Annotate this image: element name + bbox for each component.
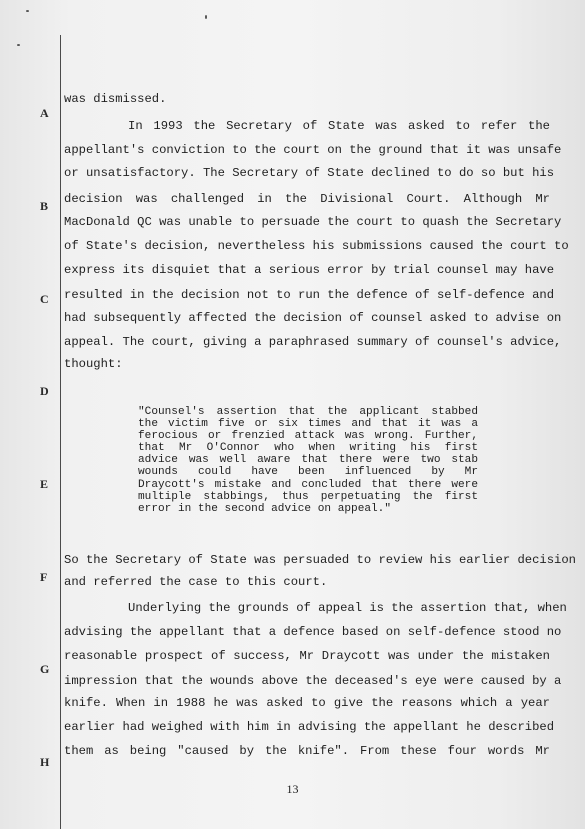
body-line: thought: (64, 357, 123, 371)
body-line: of State's decision, nevertheless his submissions caused the court to (64, 239, 569, 253)
body-line: resulted in the decision not to run the defence of self-defence and (64, 288, 555, 302)
quote-line: Draycott's mistake and concluded that there were (138, 479, 478, 491)
body-line: or unsatisfactory. The Secretary of State declined to do so but his (64, 166, 555, 180)
body-line: appeal. The court, giving a paraphrased summary of counsel's advice, (64, 335, 562, 349)
margin-letter-h: H (40, 755, 50, 769)
quote-line: the victim five or six times and that it was a (138, 418, 478, 430)
body-line: knife. When in 1988 he was asked to give the reasons which a year (64, 696, 550, 710)
body-line: MacDonald QC was unable to persuade the court to quash the Secretary (64, 215, 562, 229)
body-line: earlier had weighed with him in advising the appellant he described (64, 720, 555, 734)
margin-letter-d: D (40, 384, 49, 398)
body-line: In 1993 the Secretary of State was asked to refer the (128, 119, 550, 133)
margin-rule (60, 35, 61, 829)
quote-line: error in the second advice on appeal." (138, 503, 391, 515)
margin-letter-c: C (40, 292, 49, 306)
margin-letter-b: B (40, 199, 49, 213)
body-line: appellant's conviction to the court on the ground that it was unsafe (64, 143, 562, 157)
margin-letter-a: A (40, 106, 49, 120)
quote-line: wounds could have been influenced by Mr (138, 466, 478, 478)
body-line: them as being "caused by the knife". From these four words Mr (64, 744, 550, 758)
scan-speck (26, 10, 29, 12)
body-line: decision was challenged in the Divisional Court. Although Mr (64, 192, 550, 206)
body-line: reasonable prospect of success, Mr Draycott was under the mistaken (64, 649, 550, 663)
body-line: advising the appellant that a defence based on self-defence stood no (64, 625, 562, 639)
scan-speck (205, 15, 207, 19)
quote-line: multiple stabbings, thus perpetuating the first (138, 491, 478, 503)
quote-line: ferocious or frenzied attack was wrong. Further, (138, 430, 478, 442)
body-line: express its disquiet that a serious error by trial counsel may have (64, 263, 555, 277)
body-line: Underlying the grounds of appeal is the assertion that, when (128, 601, 567, 615)
page-number: 13 (286, 782, 299, 796)
quote-line: that Mr O'Connor who when writing his first (138, 442, 478, 454)
quote-line: advice was well aware that there were two stab (138, 454, 478, 466)
body-line: So the Secretary of State was persuaded to review his earlier decision (64, 553, 576, 567)
scan-speck (17, 44, 20, 46)
body-line: and referred the case to this court. (64, 575, 328, 589)
quote-line: "Counsel's assertion that the applicant stabbed (138, 406, 478, 418)
margin-letter-f: F (40, 570, 48, 584)
margin-letter-e: E (40, 477, 49, 491)
body-line: had subsequently affected the decision of counsel asked to advise on (64, 311, 562, 325)
body-line: was dismissed. (64, 92, 167, 106)
body-line: impression that the wounds above the deceased's eye were caused by a (64, 674, 562, 688)
margin-letter-g: G (40, 662, 50, 676)
